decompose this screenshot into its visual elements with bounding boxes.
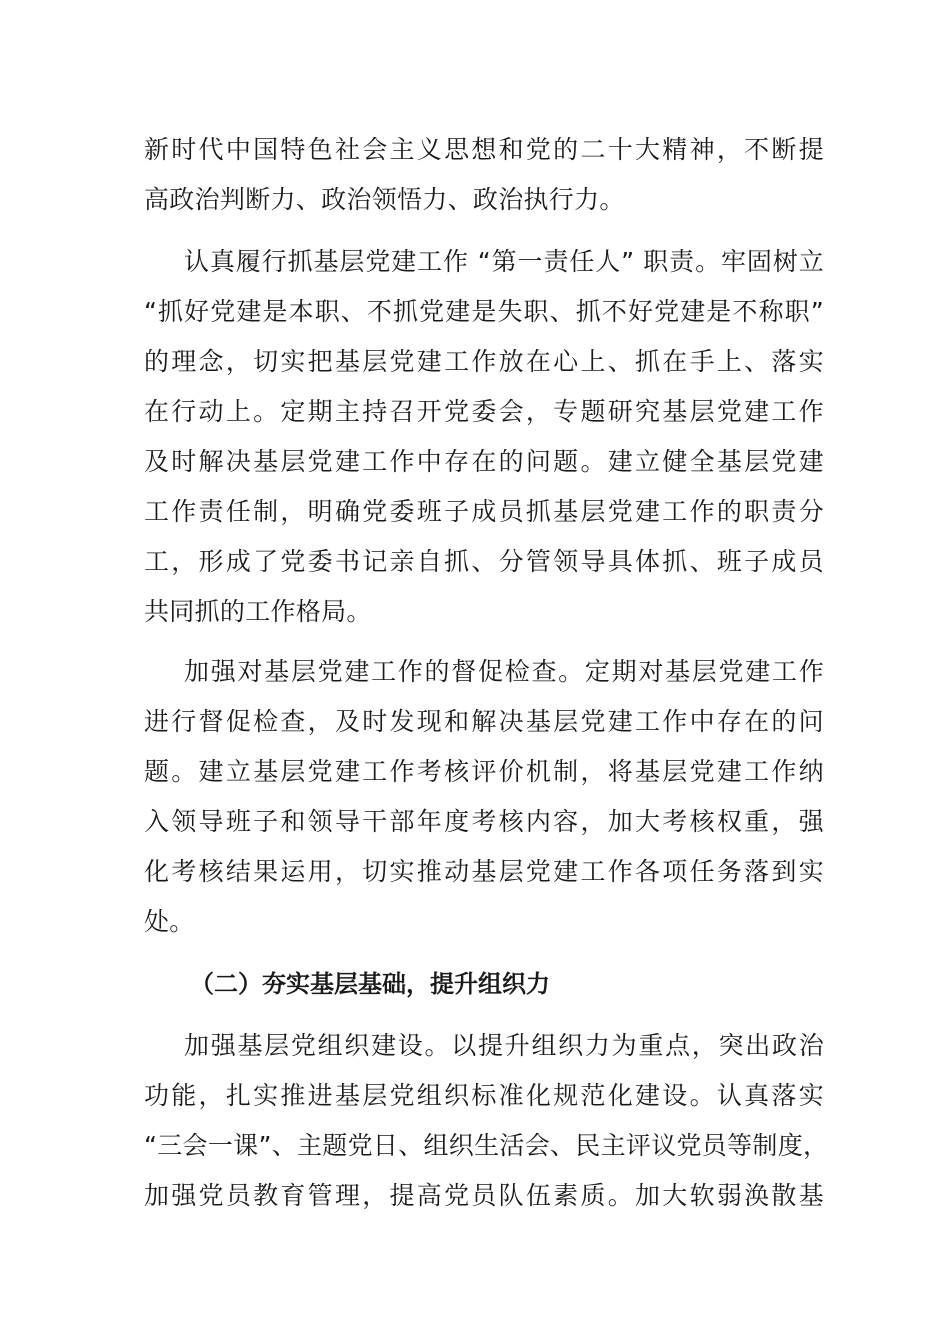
paragraph-line: 工，形成了党委书记亲自抓、分管领导具体抓、班子成员 [144,547,824,576]
paragraph-line: 的理念，切实把基层党建工作放在心上、抓在手上、落实 [144,347,824,376]
paragraph-line: 工作责任制，明确党委班子成员抓基层党建工作的职责分 [144,497,824,526]
paragraph-line: 及时解决基层党建工作中存在的问题。建立健全基层党建 [144,447,824,476]
paragraph-line: 处。 [144,907,195,936]
paragraph-line: “三会一课”、主题党日、组织生活会、民主评议党员等制度， [144,1131,829,1160]
paragraph-line: 高政治判断力、政治领悟力、政治执行力。 [144,185,625,214]
paragraph-line: 题。建立基层党建工作考核评价机制，将基层党建工作纳 [144,757,824,786]
paragraph-line: 加强党员教育管理，提高党员队伍素质。加大软弱涣散基 [144,1181,824,1210]
paragraph-line: 新时代中国特色社会主义思想和党的二十大精神，不断提 [144,135,824,164]
paragraph-line: 认真履行抓基层党建工作 “第一责任人” 职责。牢固树立 [184,247,824,276]
paragraph-line: 加强对基层党建工作的督促检查。定期对基层党建工作 [184,657,824,686]
paragraph-line: 入领导班子和领导干部年度考核内容，加大考核权重，强 [144,807,824,836]
section-heading: （二）夯实基层基础，提升组织力 [190,970,550,998]
paragraph-line: 在行动上。定期主持召开党委会，专题研究基层党建工作 [144,397,824,426]
paragraph-line: 共同抓的工作格局。 [144,597,372,626]
paragraph-line: 进行督促检查，及时发现和解决基层党建工作中存在的问 [144,707,824,736]
paragraph-line: “抓好党建是本职、不抓党建是失职、抓不好党建是不称职” [144,297,824,326]
paragraph-line: 功能，扎实推进基层党组织标准化规范化建设。认真落实 [144,1081,824,1110]
paragraph-line: 加强基层党组织建设。以提升组织力为重点，突出政治 [184,1031,824,1060]
paragraph-line: 化考核结果运用，切实推动基层党建工作各项任务落到实 [144,857,824,886]
